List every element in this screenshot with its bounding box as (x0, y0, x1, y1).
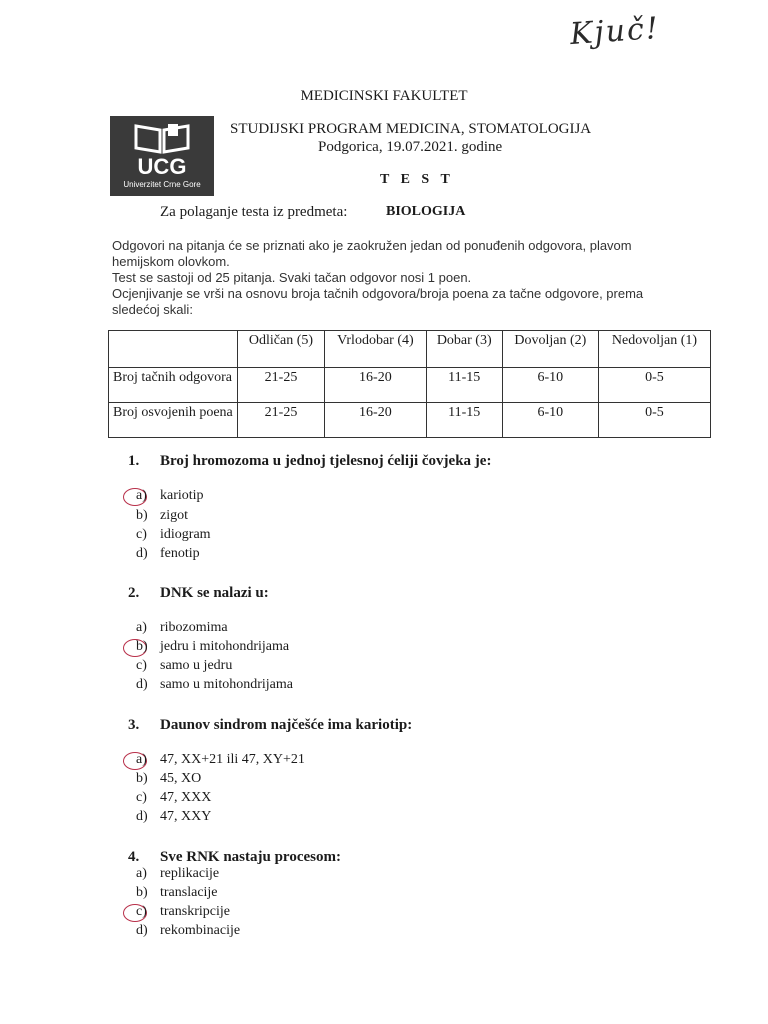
book-icon (132, 122, 192, 154)
answer-option[interactable]: c) transkripcije (136, 904, 230, 919)
answer-option[interactable]: d) rekombinacije (136, 923, 241, 938)
table-cell: 6-10 (502, 403, 598, 438)
question-number: 2. (128, 585, 140, 601)
question-4 (128, 849, 341, 866)
question-text: Broj hromozoma u jednoj tjelesnoj ćeliji čovjeka je: (160, 453, 492, 469)
answer-option[interactable]: a) kariotip (136, 488, 204, 503)
instruction-line: Odgovori na pitanja će se priznati ako je zaokružen jedan od ponuđenih odgovora, plavom hemijskom olovkom. (112, 238, 632, 269)
table-cell: 6-10 (502, 368, 598, 403)
question-number: 1. (128, 453, 140, 469)
table-cell: 16-20 (325, 403, 427, 438)
handwritten-key-note: Kjuč! (568, 10, 662, 53)
question-2 (128, 585, 269, 602)
answer-option[interactable]: a) replikacije (136, 866, 220, 881)
table-cell: 11-15 (426, 403, 502, 438)
instruction-line: Ocjenjivanje se vrši na osnovu broja tačnih odgovora/broja poena za tačne odgovore, prema sledećoj skali: (112, 286, 644, 317)
logo-subtext: Univerzitet Crne Gore (123, 180, 201, 189)
faculty-title: MEDICINSKI FAKULTET (300, 88, 468, 104)
instructions (112, 238, 672, 318)
answer-option[interactable]: a) ribozomima (136, 620, 228, 635)
question-number: 3. (128, 717, 140, 733)
answer-option[interactable]: d) fenotip (136, 546, 200, 561)
answer-option[interactable]: c) samo u jedru (136, 658, 233, 673)
question-text: Daunov sindrom najčešće ima kariotip: (160, 717, 413, 733)
answer-option[interactable]: d) samo u mitohondrijama (136, 677, 293, 692)
table-header-cell: Odličan (5) (238, 331, 325, 368)
answer-option[interactable]: c) 47, XXX (136, 790, 212, 805)
subject-name: BIOLOGIJA (386, 204, 466, 219)
study-program: STUDIJSKI PROGRAM MEDICINA, STOMATOLOGIJA (230, 121, 592, 137)
answer-option[interactable]: b) jedru i mitohondrijama (136, 639, 290, 654)
test-title: T E S T (380, 172, 454, 187)
table-header-cell (109, 331, 238, 368)
question-3 (128, 717, 412, 734)
logo-text: UCG (137, 154, 187, 179)
question-text: DNK se nalazi u: (160, 585, 269, 601)
table-cell: 0-5 (598, 403, 710, 438)
answer-option[interactable]: b) translacije (136, 885, 218, 900)
table-cell: 16-20 (325, 368, 427, 403)
instruction-line: Test se sastoji od 25 pitanja. Svaki tačan odgovor nosi 1 poen. (112, 270, 472, 285)
answer-option[interactable]: d) 47, XXY (136, 809, 212, 824)
table-header-cell: Dobar (3) (426, 331, 502, 368)
table-header-row (109, 331, 711, 368)
question-1 (128, 453, 491, 470)
table-cell: Broj tačnih odgovora (109, 368, 238, 403)
answer-option[interactable]: a) 47, XX+21 ili 47, XY+21 (136, 752, 305, 767)
subject-label: Za polaganje testa iz predmeta: (160, 204, 348, 220)
table-row (109, 403, 711, 438)
table-cell: 0-5 (598, 368, 710, 403)
grading-scale-table (108, 330, 711, 438)
answer-option[interactable]: c) idiogram (136, 527, 211, 542)
answer-option[interactable]: b) zigot (136, 508, 188, 523)
ucg-logo (110, 116, 214, 196)
table-header-cell: Dovoljan (2) (502, 331, 598, 368)
table-header-cell: Nedovoljan (1) (598, 331, 710, 368)
table-cell: Broj osvojenih poena (109, 403, 238, 438)
answer-option[interactable]: b) 45, XO (136, 771, 202, 786)
question-text: Sve RNK nastaju procesom: (160, 849, 341, 865)
exam-date: Podgorica, 19.07.2021. godine (318, 139, 503, 155)
question-number: 4. (128, 849, 140, 865)
table-cell: 11-15 (426, 368, 502, 403)
table-cell: 21-25 (238, 368, 325, 403)
table-header-cell: Vrlodobar (4) (325, 331, 427, 368)
table-cell: 21-25 (238, 403, 325, 438)
table-row (109, 368, 711, 403)
